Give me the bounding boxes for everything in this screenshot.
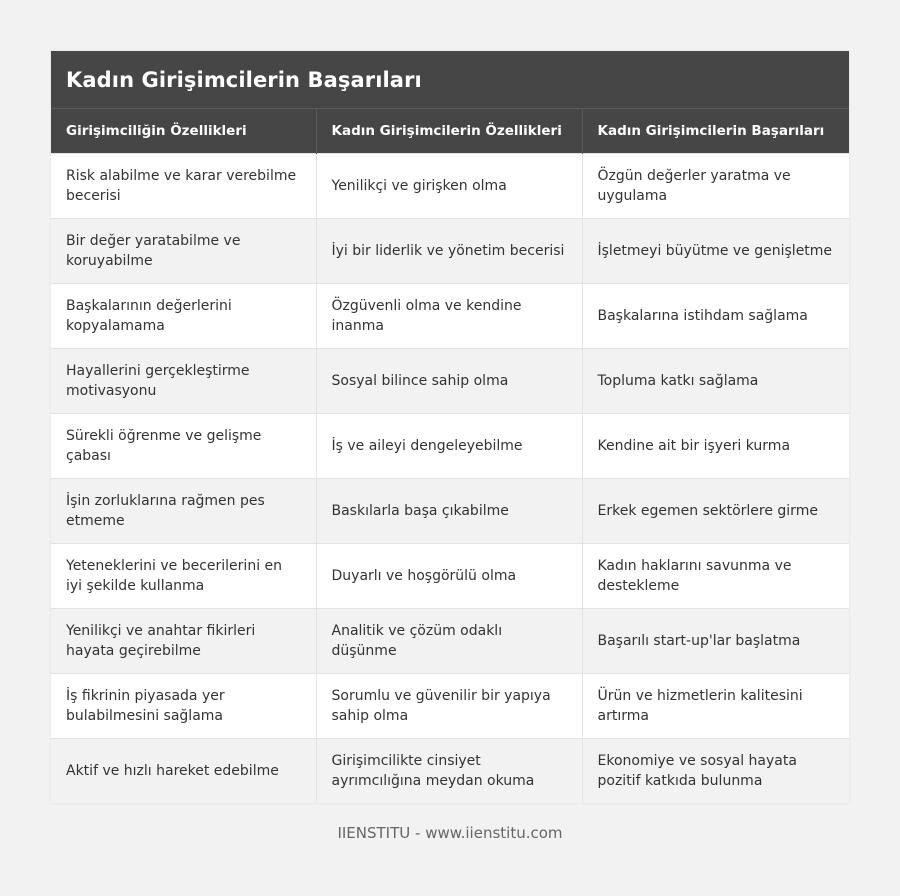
table-cell: Başkalarının değerlerini kopyalamama <box>51 284 316 349</box>
table-card <box>51 51 849 803</box>
table-cell: İyi bir liderlik ve yönetim becerisi <box>316 219 582 284</box>
table-title-bar <box>51 51 849 109</box>
table-row <box>51 609 849 674</box>
table-cell: İş fikrinin piyasada yer bulabilmesini sağlama <box>51 674 316 739</box>
column-header: Girişimciliğin Özellikleri <box>51 109 316 154</box>
table-row <box>51 349 849 414</box>
table-row <box>51 414 849 479</box>
table-cell: Erkek egemen sektörlere girme <box>582 479 849 544</box>
table-cell: Ekonomiye ve sosyal hayata pozitif katkıda bulunma <box>582 739 849 804</box>
table-cell: Risk alabilme ve karar verebilme becerisi <box>51 154 316 219</box>
table-cell: Yeteneklerini ve becerilerini en iyi şekilde kullanma <box>51 544 316 609</box>
table-cell: Kendine ait bir işyeri kurma <box>582 414 849 479</box>
table-cell: İş ve aileyi dengeleyebilme <box>316 414 582 479</box>
table-cell: Başkalarına istihdam sağlama <box>582 284 849 349</box>
table-row <box>51 219 849 284</box>
table-cell: Bir değer yaratabilme ve koruyabilme <box>51 219 316 284</box>
table-cell: İşletmeyi büyütme ve genişletme <box>582 219 849 284</box>
table-cell: Sürekli öğrenme ve gelişme çabası <box>51 414 316 479</box>
table-cell: Aktif ve hızlı hareket edebilme <box>51 739 316 804</box>
achievements-table <box>51 109 849 803</box>
table-cell: Hayallerini gerçekleştirme motivasyonu <box>51 349 316 414</box>
table-cell: Yenilikçi ve girişken olma <box>316 154 582 219</box>
table-cell: Ürün ve hizmetlerin kalitesini artırma <box>582 674 849 739</box>
table-cell: Topluma katkı sağlama <box>582 349 849 414</box>
table-title: Kadın Girişimcilerin Başarıları <box>66 67 422 92</box>
column-header: Kadın Girişimcilerin Özellikleri <box>316 109 582 154</box>
table-row <box>51 284 849 349</box>
table-cell: Sosyal bilince sahip olma <box>316 349 582 414</box>
table-cell: Sorumlu ve güvenilir bir yapıya sahip olma <box>316 674 582 739</box>
table-row <box>51 154 849 219</box>
table-row <box>51 544 849 609</box>
table-cell: Özgün değerler yaratma ve uygulama <box>582 154 849 219</box>
table-header-row <box>51 109 849 154</box>
table-cell: İşin zorluklarına rağmen pes etmeme <box>51 479 316 544</box>
table-row <box>51 739 849 804</box>
column-header: Kadın Girişimcilerin Başarıları <box>582 109 849 154</box>
table-cell: Yenilikçi ve anahtar fikirleri hayata geçirebilme <box>51 609 316 674</box>
table-row <box>51 479 849 544</box>
table-cell: Baskılarla başa çıkabilme <box>316 479 582 544</box>
table-cell: Girişimcilikte cinsiyet ayrımcılığına meydan okuma <box>316 739 582 804</box>
table-cell: Kadın haklarını savunma ve destekleme <box>582 544 849 609</box>
table-cell: Özgüvenli olma ve kendine inanma <box>316 284 582 349</box>
table-row <box>51 674 849 739</box>
footer-credit: IIENSTITU - www.iienstitu.com <box>337 824 563 842</box>
table-cell: Duyarlı ve hoşgörülü olma <box>316 544 582 609</box>
table-cell: Başarılı start-up'lar başlatma <box>582 609 849 674</box>
table-cell: Analitik ve çözüm odaklı düşünme <box>316 609 582 674</box>
